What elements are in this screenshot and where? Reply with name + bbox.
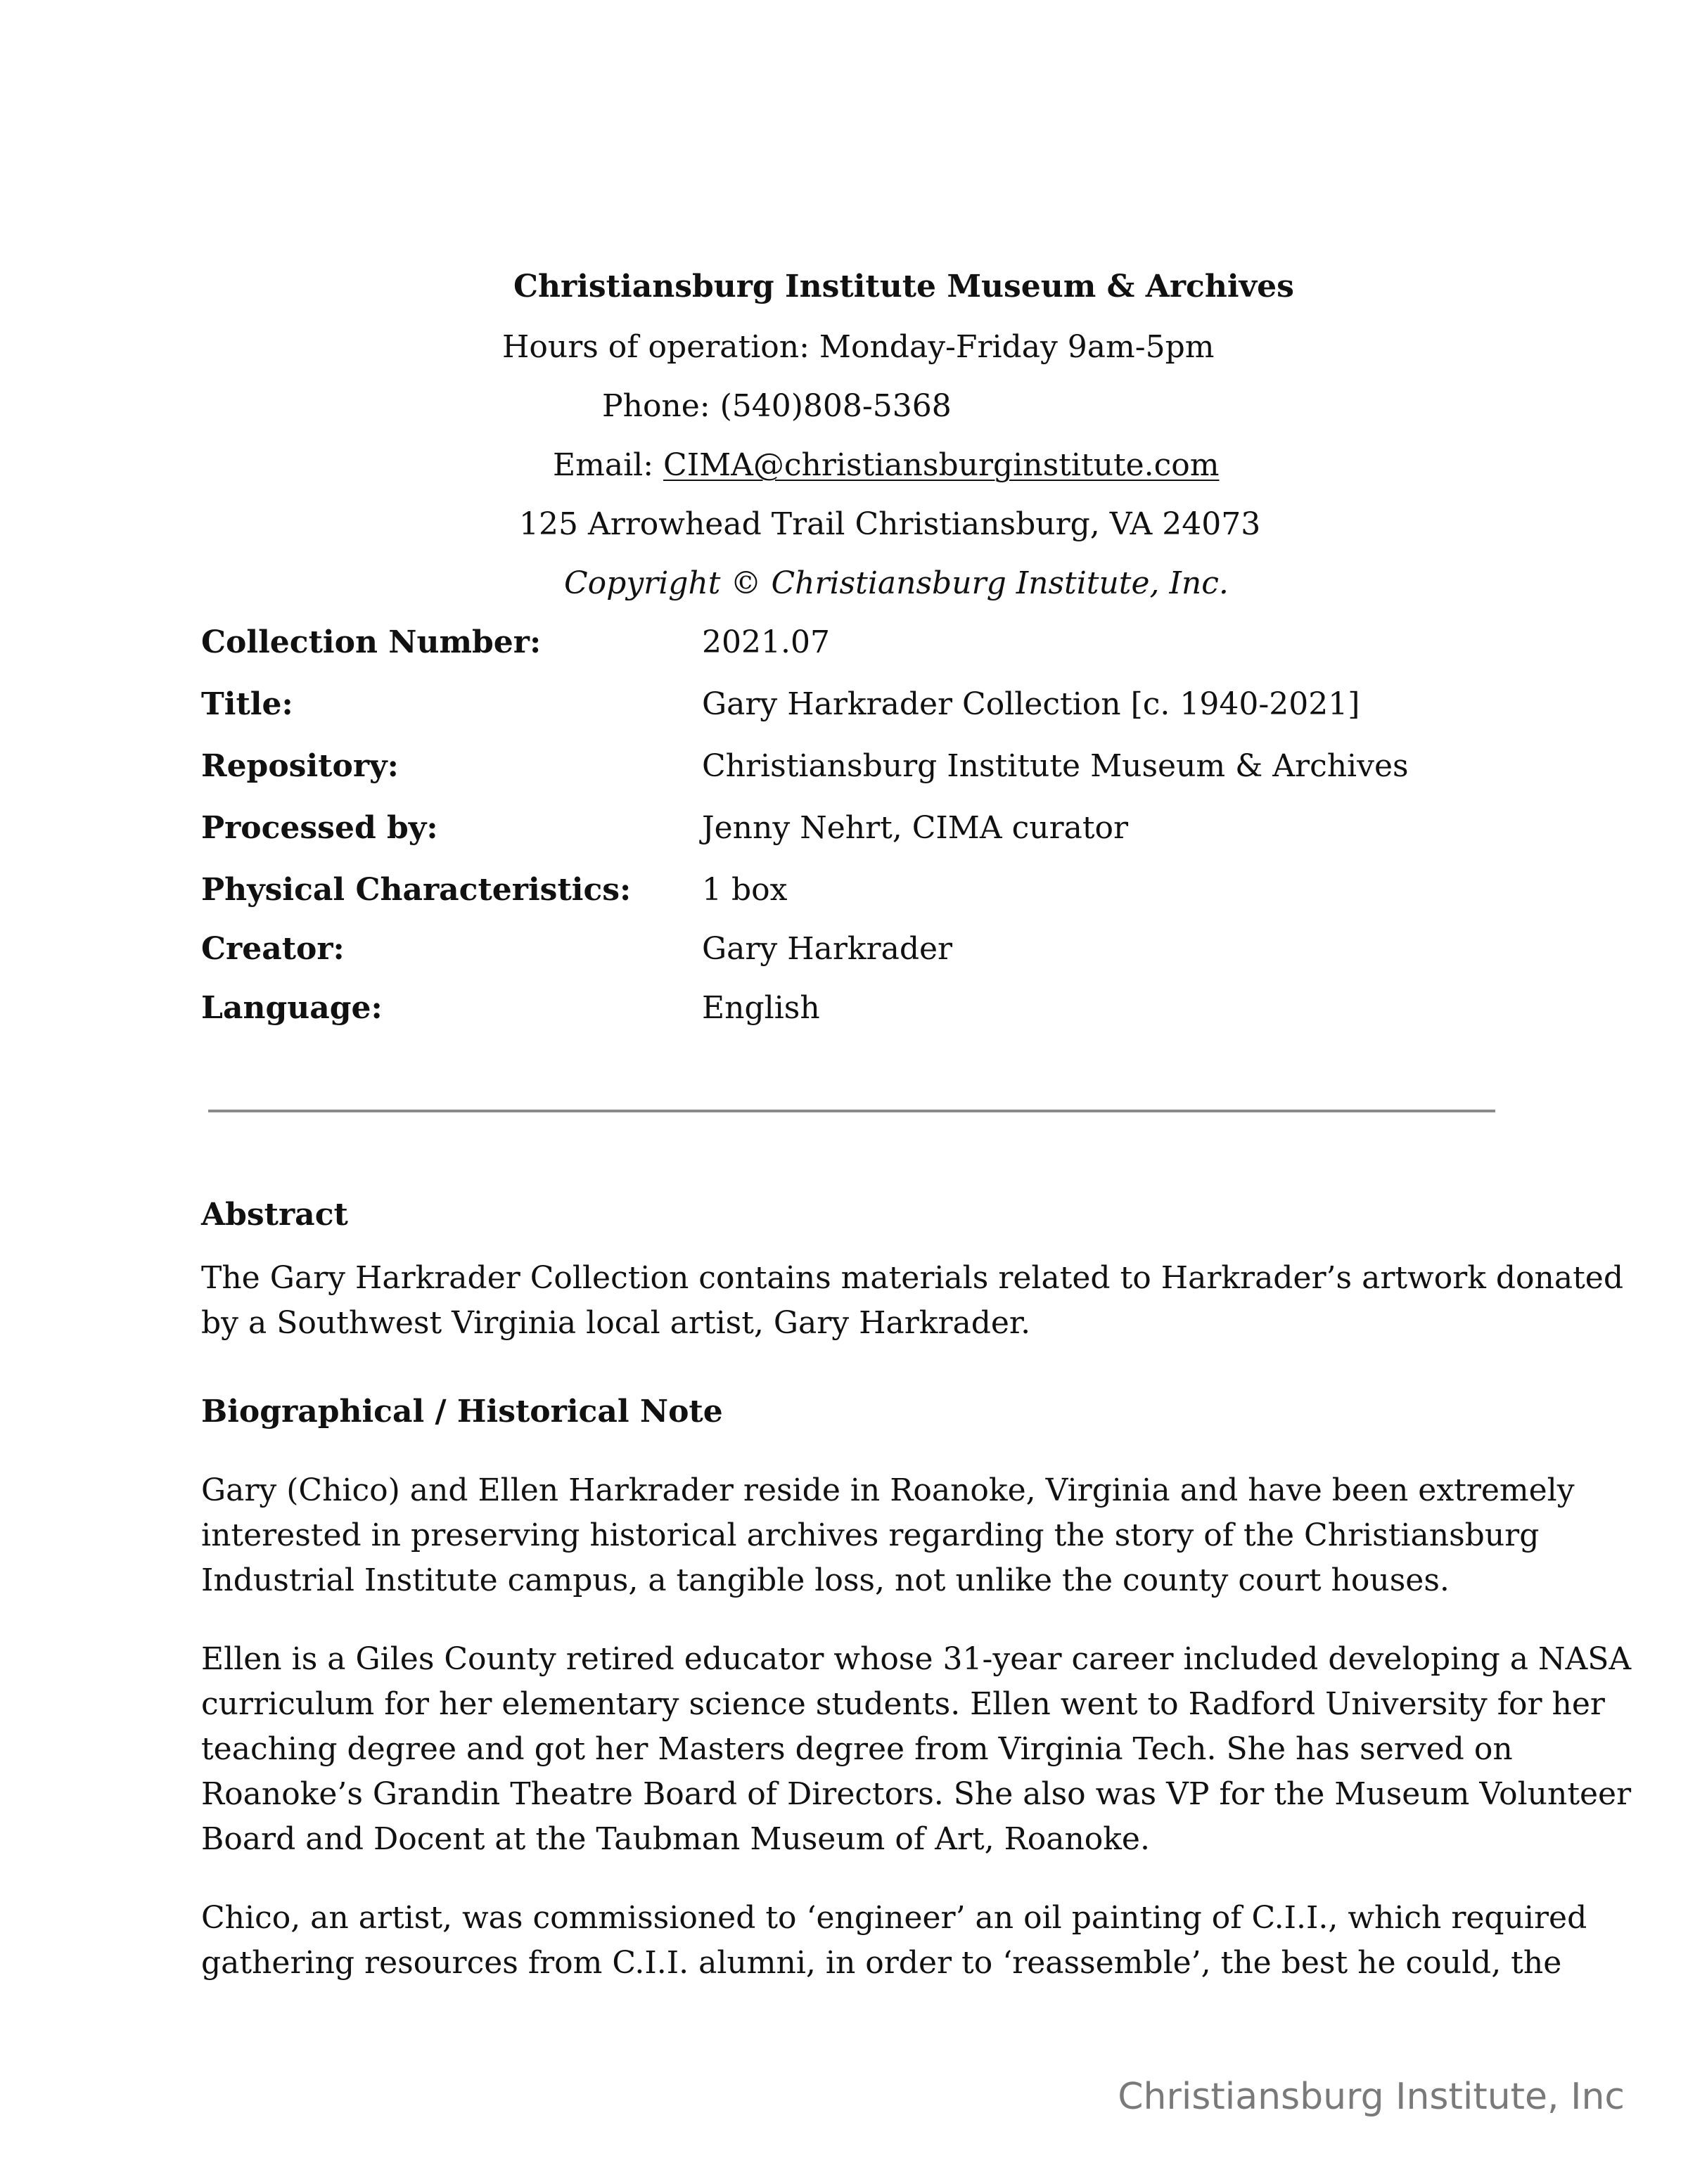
- meta-value-processed-by: Jenny Nehrt, CIMA curator: [702, 810, 1129, 846]
- biography-paragraph-1: [201, 1468, 1575, 1603]
- abstract-heading: Abstract: [201, 1197, 348, 1233]
- meta-value-title: Gary Harkrader Collection [c. 1940-2021]: [702, 686, 1360, 722]
- street-address: 125 Arrowhead Trail Christiansburg, VA 24073: [519, 506, 1261, 542]
- meta-label-title: Title:: [201, 686, 293, 722]
- meta-value-creator: Gary Harkrader: [702, 931, 953, 967]
- meta-label-language: Language:: [201, 990, 383, 1026]
- biography-paragraph-2: [201, 1637, 1632, 1862]
- biography-paragraph-3: [201, 1896, 1587, 1986]
- paragraph-line: Roanoke’s Grandin Theatre Board of Directors. She also was VP for the Museum Volunteer: [201, 1776, 1632, 1812]
- abstract-line: The Gary Harkrader Collection contains materials related to Harkrader’s artwork donated: [201, 1260, 1623, 1296]
- email-line: [553, 446, 1220, 485]
- biography-heading: Biographical / Historical Note: [201, 1394, 723, 1430]
- email-link[interactable]: CIMA@christiansburginstitute.com: [663, 447, 1220, 483]
- footer-watermark: Christiansburg Institute, Inc: [1118, 2076, 1625, 2118]
- paragraph-line: teaching degree and got her Masters degree from Virginia Tech. She has served on: [201, 1731, 1513, 1767]
- hours-of-operation: Hours of operation: Monday-Friday 9am-5pm: [502, 329, 1215, 365]
- meta-value-physical-characteristics: 1 box: [702, 872, 788, 908]
- paragraph-line: curriculum for her elementary science students. Ellen went to Radford University for her: [201, 1686, 1605, 1722]
- phone-number: Phone: (540)808-5368: [602, 388, 952, 424]
- paragraph-line: Chico, an artist, was commissioned to ‘engineer’ an oil painting of C.I.I., which required: [201, 1900, 1587, 1936]
- meta-value-language: English: [702, 990, 820, 1026]
- abstract-paragraph: [201, 1256, 1623, 1346]
- institution-title: Christiansburg Institute Museum & Archives: [513, 269, 1294, 304]
- paragraph-line: gathering resources from C.I.I. alumni, in order to ‘reassemble’, the best he could, the: [201, 1945, 1562, 1981]
- meta-label-processed-by: Processed by:: [201, 810, 438, 846]
- paragraph-line: Ellen is a Giles County retired educator whose 31-year career included developing a NASA: [201, 1641, 1632, 1677]
- copyright-notice: Copyright © Christiansburg Institute, Inc.: [564, 565, 1229, 601]
- paragraph-line: Industrial Institute campus, a tangible loss, not unlike the county court houses.: [201, 1562, 1450, 1598]
- paragraph-line: Gary (Chico) and Ellen Harkrader reside in Roanoke, Virginia and have been extremely: [201, 1472, 1575, 1508]
- meta-label-creator: Creator:: [201, 931, 345, 967]
- section-divider: [208, 1110, 1495, 1112]
- meta-label-physical-characteristics: Physical Characteristics:: [201, 872, 632, 908]
- meta-label-collection-number: Collection Number:: [201, 624, 542, 660]
- meta-value-collection-number: 2021.07: [702, 624, 830, 660]
- meta-label-repository: Repository:: [201, 748, 399, 784]
- abstract-line: by a Southwest Virginia local artist, Gary Harkrader.: [201, 1305, 1031, 1341]
- paragraph-line: Board and Docent at the Taubman Museum of Art, Roanoke.: [201, 1821, 1150, 1857]
- meta-value-repository: Christiansburg Institute Museum & Archives: [702, 748, 1409, 784]
- email-label: Email:: [553, 447, 664, 483]
- paragraph-line: interested in preserving historical archives regarding the story of the Christiansburg: [201, 1517, 1540, 1553]
